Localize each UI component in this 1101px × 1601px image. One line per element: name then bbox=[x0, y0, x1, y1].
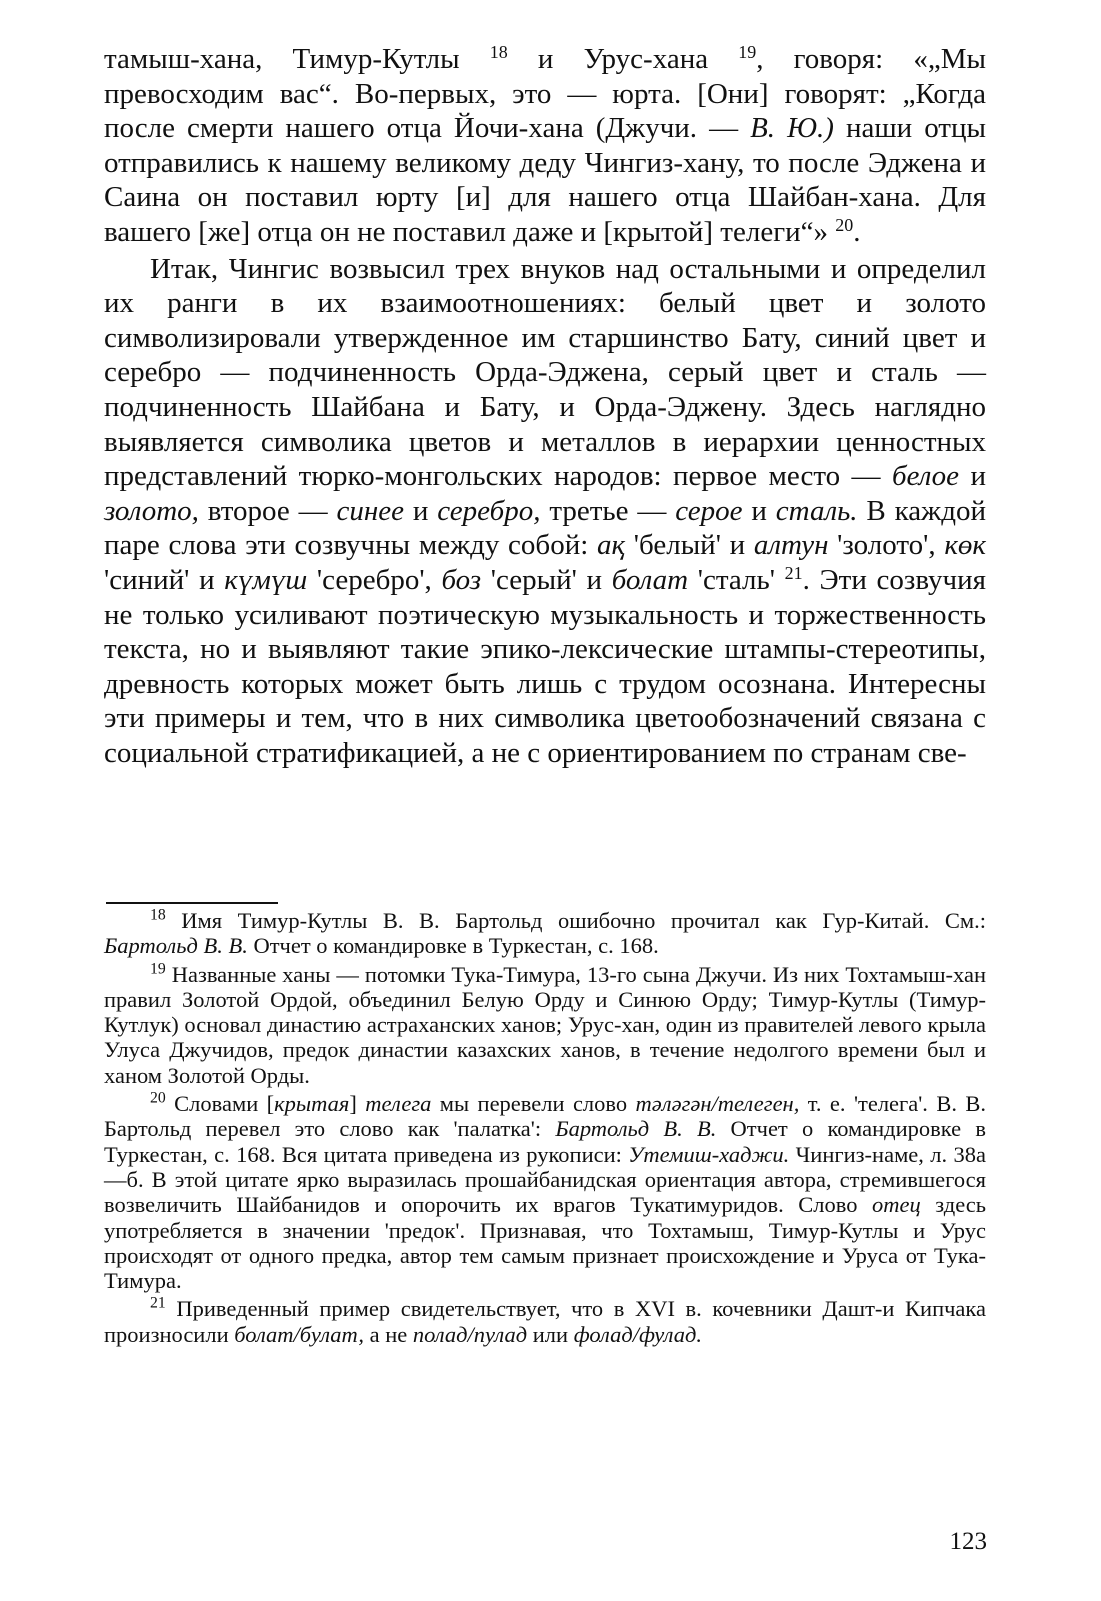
footnote-ref-20: 20 bbox=[835, 215, 854, 236]
paragraph-1: тамыш-хана, Тимур-Кутлы $^{18}$ и Урус-хана $^{19}$, говоря: «„Мы превосходим вас“. Во-первых, это — юрта. [Они] говорят: „Когда после смерти нашего отца Йочи-хана (Джучи. — В. Ю.) наши отцы отправились к нашему великому деду Чингиз-хану, то после Эджена и Саина он поставил юрту [и] для нашего отца Шайбан-хана. Для вашего [же] отца он не поставил даже и [крытой] телеги“» $^{20}$. bbox=[104, 42, 986, 248]
page-number: 123 bbox=[949, 1528, 987, 1555]
paragraph-2: Итак, Чингис возвысил трех внуков над остальными и определил их ранги в их взаимоотношениях: белый цвет и золото символизировали утвержденное им старшинство Бату, синий цвет и серебро — подчиненность Орда-Эджена, серый цвет и сталь — подчиненность Шайбана и Бату, и Орда-Эджену. Здесь наглядно выявляется символика цветов и металлов в иерархии ценностных представлений тюрко-монгольских народов: первое место — белое и золото, второе — синее и серебро, третье — серое и сталь. В каждой паре слова эти созвучны между собой: ақ 'белый' и алтун 'золото', көк 'синий' и күмүш 'серебро', боз 'серый' и болат 'сталь' $^{21}$. Эти созвучия не только усиливают поэтическую музыкальность и торжественность текста, но и выявляют такие эпико-лексические штампы-стереотипы, древность которых может быть лишь с трудом осознана. Интересны эти примеры и тем, что в них символика цветообозначений связана с социальной стратификацией, а не с ориентированием по странам све- bbox=[104, 252, 986, 769]
footnotes bbox=[104, 908, 986, 1347]
footnote-21: $^{21}$ Приведенный пример свидетельствует, что в XVI в. кочевники Дашт-и Кипчака произносили болат/булат, а не полад/пулад или фолад/фулад. bbox=[104, 1294, 986, 1347]
footnote-ref-18: 18 bbox=[489, 42, 508, 63]
footnote-divider bbox=[106, 902, 278, 904]
footnote-19: $^{19}$ Названные ханы — потомки Тука-Тимура, 13-го сына Джучи. Из них Тохтамыш-хан правил Золотой Ордой, объединил Белую Орду и Синюю Орду; Тимур-Кутлы (Тимур-Кутлук) основал династию астраханских ханов; Урус-хан, один из правителей левого крыла Улуса Джучидов, предок династии казахских ханов, в течение недолгого времени был и ханом Золотой Орды. bbox=[104, 959, 986, 1088]
footnote-18: $^{18}$ Имя Тимур-Кутлы В. В. Бартольд ошибочно прочитал как Гур-Китай. См.: Бартольд В. В. Отчет о командировке в Туркестан, с. 168. bbox=[104, 906, 986, 959]
footnote-ref-21: 21 bbox=[784, 563, 803, 584]
footnote-20: $^{20}$ Словами [крытая] телега мы перевели слово тəлəгəн/телеген, т. е. 'телега'. В. В. Бартольд перевел это слово как 'палатка': Бартольд В. В. Отчет о командировке в Туркестан, с. 168. Вся цитата приведена из рукописи: Утемиш-хаджи. Чингиз-наме, л. 38а—б. В этой цитате ярко выразилась прошайбанидская ориентация автора, стремившегося возвеличить Шайбанидов и опорочить их врагов Тукатимуридов. Слово отец здесь употребляется в значении 'предок'. Признавая, что Тохтамыш, Тимур-Кутлы и Урус происходят от одного предка, автор тем самым признает происхождение и Уруса от Тука-Тимура. bbox=[104, 1089, 986, 1294]
main-text bbox=[104, 42, 986, 770]
footnote-ref-19: 19 bbox=[738, 42, 757, 63]
